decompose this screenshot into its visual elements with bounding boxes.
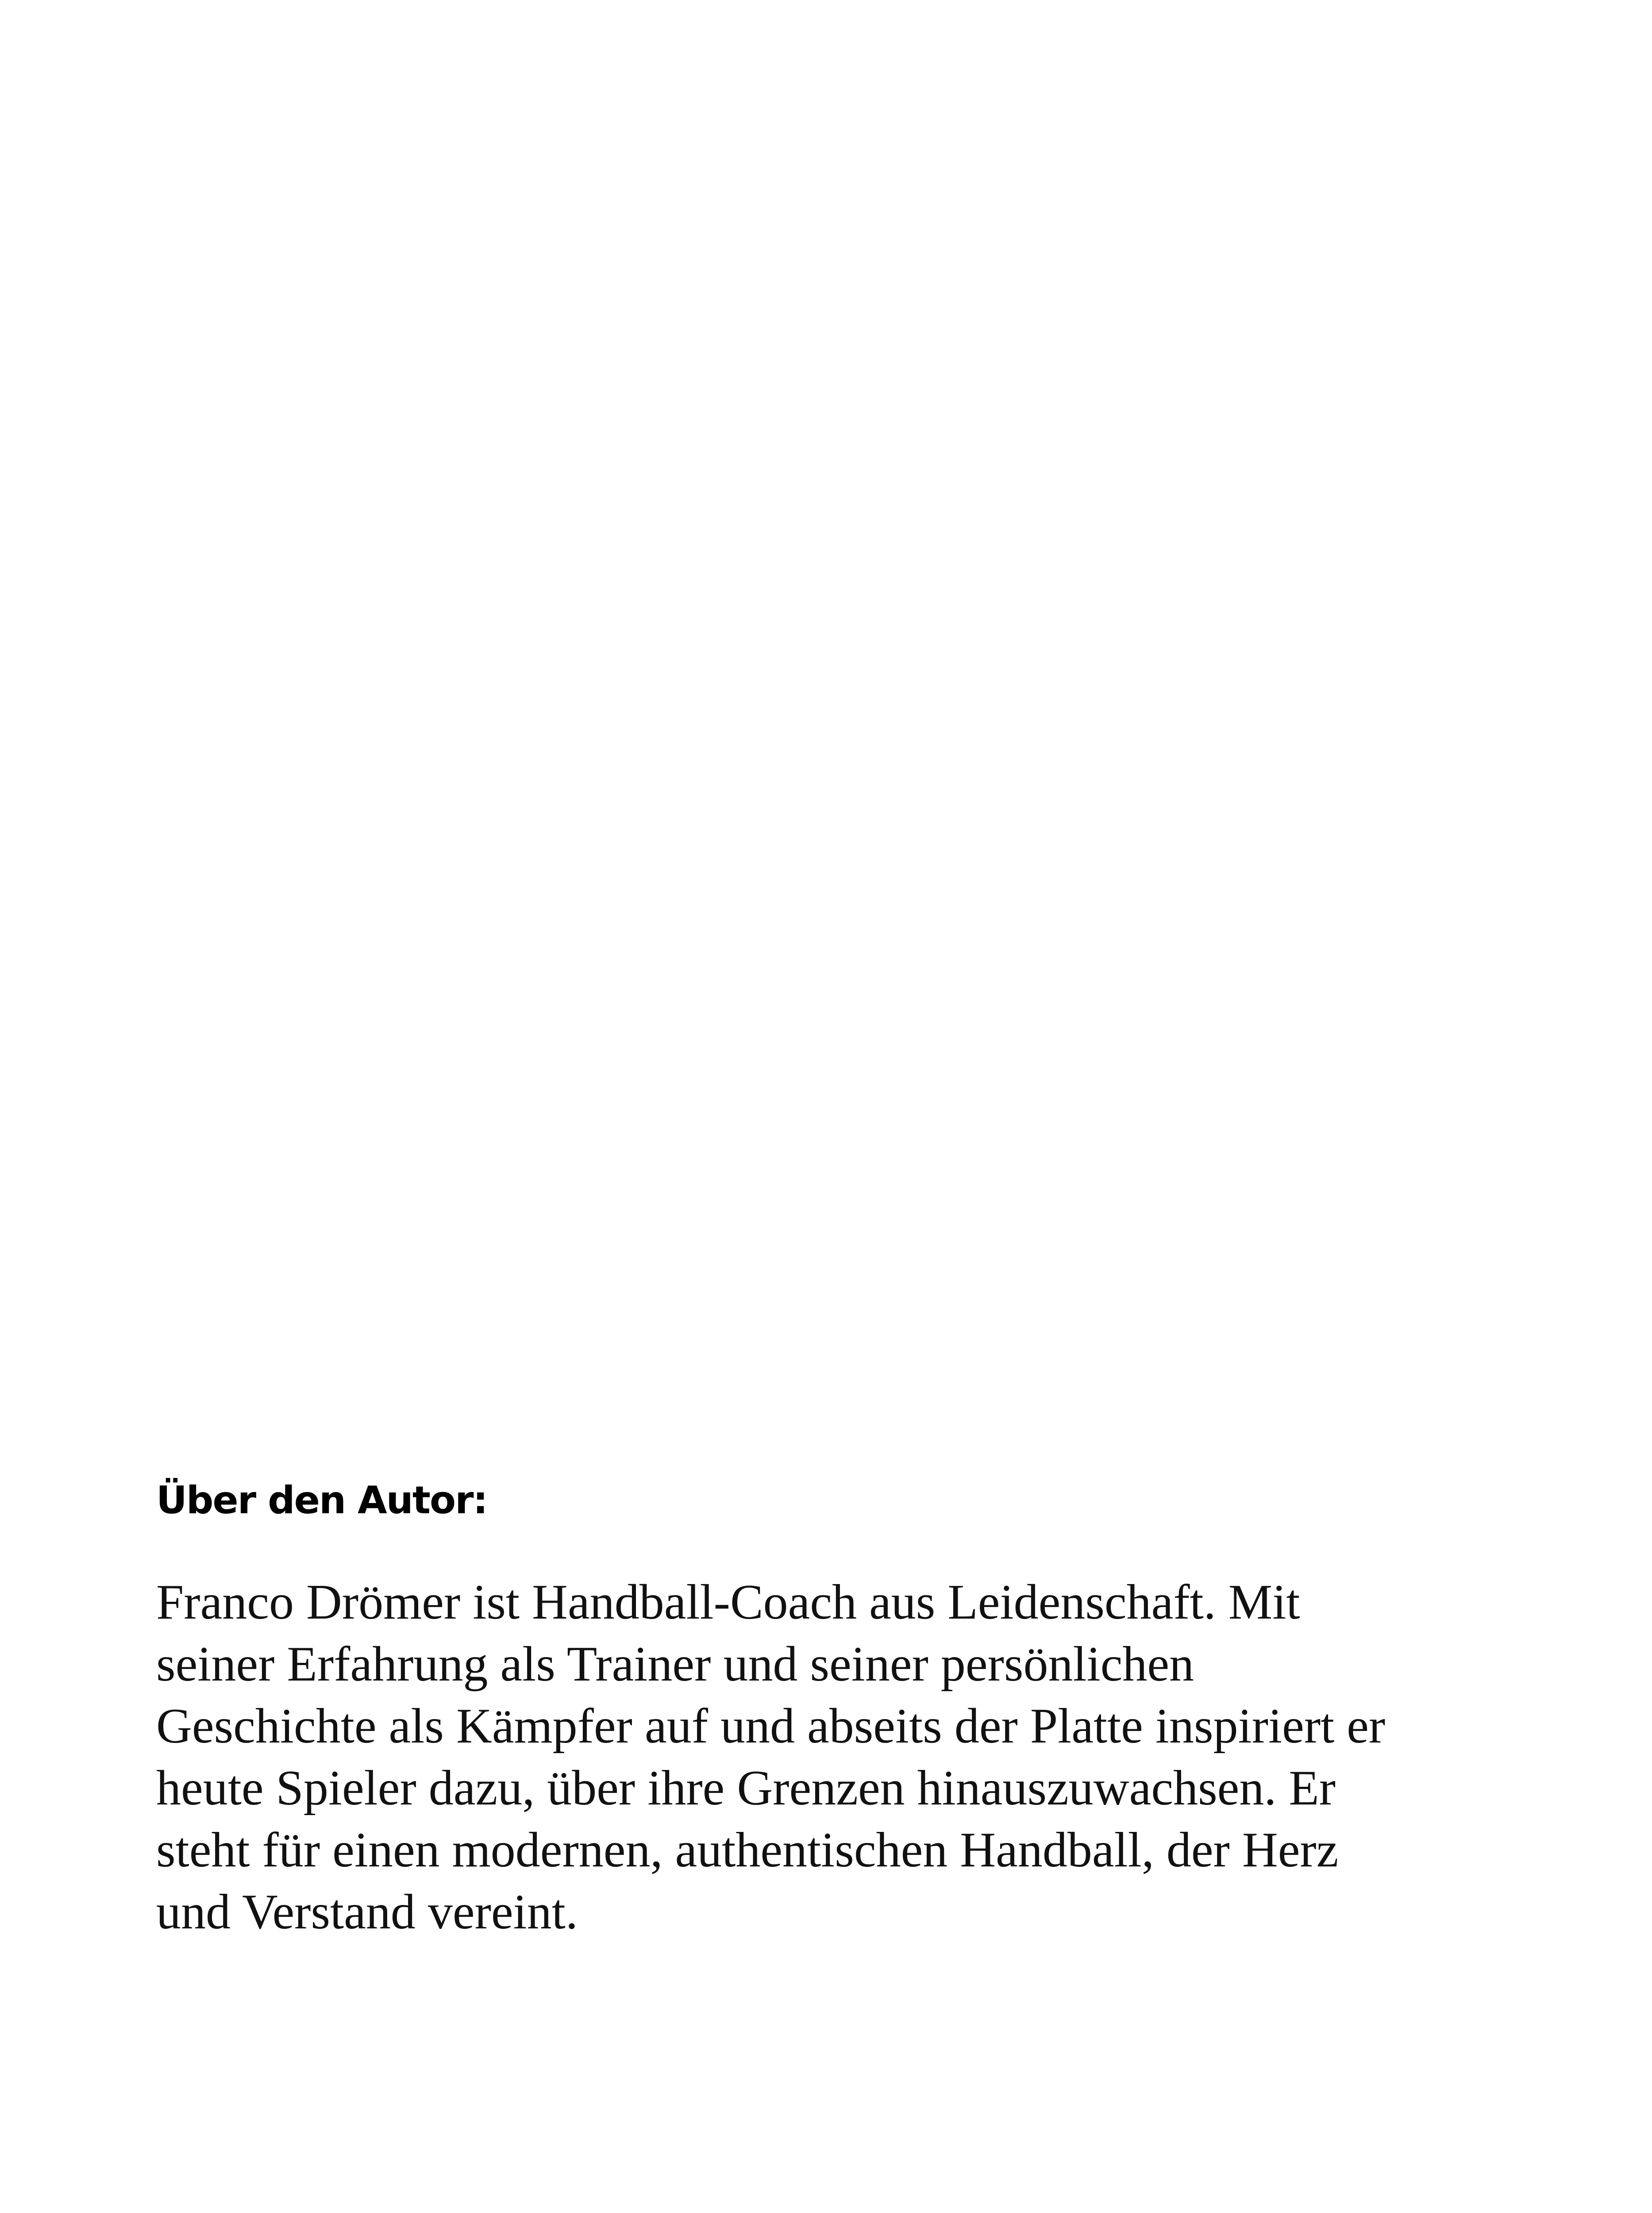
author-bio-paragraph — [156, 1571, 1528, 1943]
bio-line: heute Spieler dazu, über ihre Grenzen hinauszuwachsen. Er — [156, 1761, 1336, 1816]
bio-line: steht für einen modernen, authentischen Handball, der Herz — [156, 1823, 1339, 1878]
bio-line: seiner Erfahrung als Trainer und seiner persönlichen — [156, 1637, 1194, 1692]
about-author-section — [156, 1474, 1528, 1943]
bio-line: Franco Drömer ist Handball-Coach aus Leidenschaft. Mit — [156, 1575, 1300, 1630]
bio-line: und Verstand vereint. — [156, 1885, 578, 1939]
bio-line: Geschichte als Kämpfer auf und abseits der Platte inspiriert er — [156, 1699, 1386, 1754]
about-author-heading: Über den Autor: — [156, 1478, 487, 1523]
